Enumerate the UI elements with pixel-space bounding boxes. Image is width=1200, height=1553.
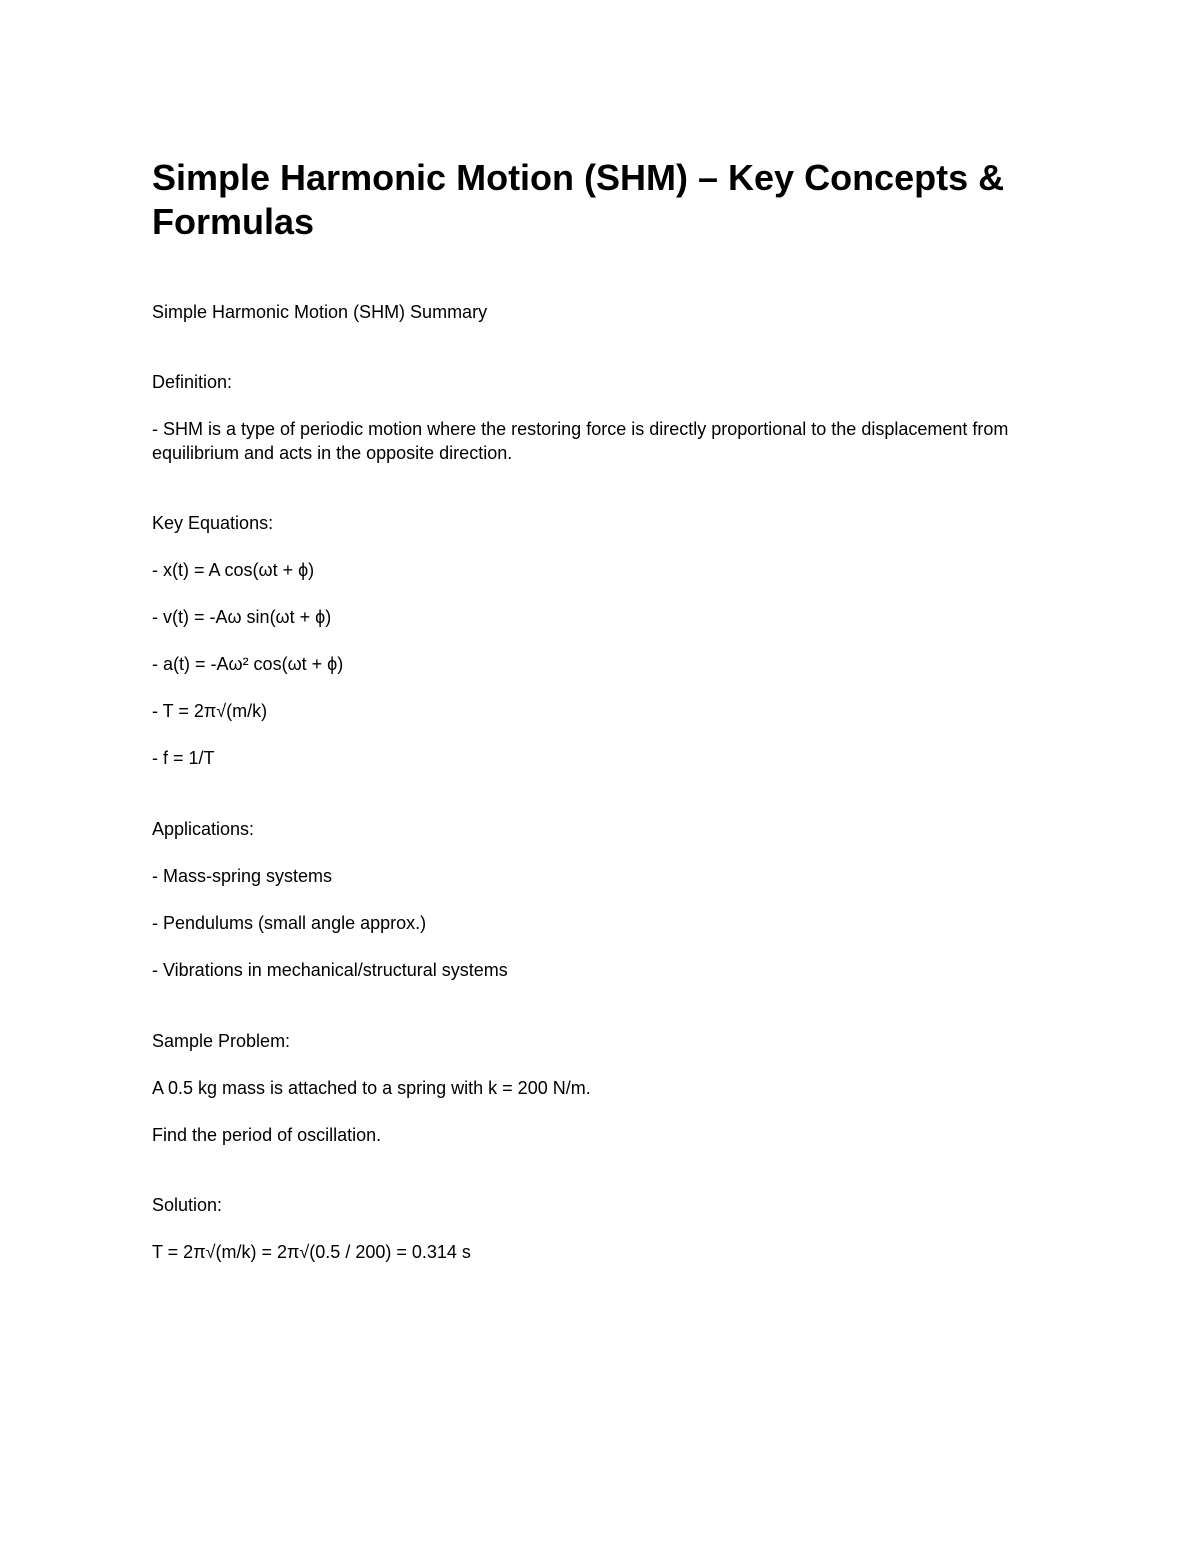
definition-heading: Definition: [152,372,233,392]
application-item: - Vibrations in mechanical/structural systems [152,960,508,980]
definition-text: - SHM is a type of periodic motion where the restoring force is directly proportional to the displacement from equilibrium and acts in the opposite direction. [152,419,1009,463]
equation-velocity: - v(t) = -Aω sin(ωt + ϕ) [152,607,332,627]
equations-heading: Key Equations: [152,513,274,533]
equation-period: - T = 2π√(m/k) [152,701,268,721]
equation-acceleration: - a(t) = -Aω² cos(ωt + ϕ) [152,654,344,674]
sample-problem-line: A 0.5 kg mass is attached to a spring with k = 200 N/m. [152,1078,591,1098]
sample-problem-line: Find the period of oscillation. [152,1125,382,1145]
solution-text: T = 2π√(m/k) = 2π√(0.5 / 200) = 0.314 s [152,1242,471,1262]
equation-position: - x(t) = A cos(ωt + ϕ) [152,560,315,580]
summary-subtitle: Simple Harmonic Motion (SHM) Summary [152,302,488,322]
equation-frequency: - f = 1/T [152,748,215,768]
solution-heading: Solution: [152,1195,223,1215]
sample-problem-heading: Sample Problem: [152,1031,291,1051]
document-title: Simple Harmonic Motion (SHM) – Key Concepts & Formulas [152,157,1005,242]
applications-heading: Applications: [152,819,255,839]
application-item: - Mass-spring systems [152,866,333,886]
application-item: - Pendulums (small angle approx.) [152,913,427,933]
